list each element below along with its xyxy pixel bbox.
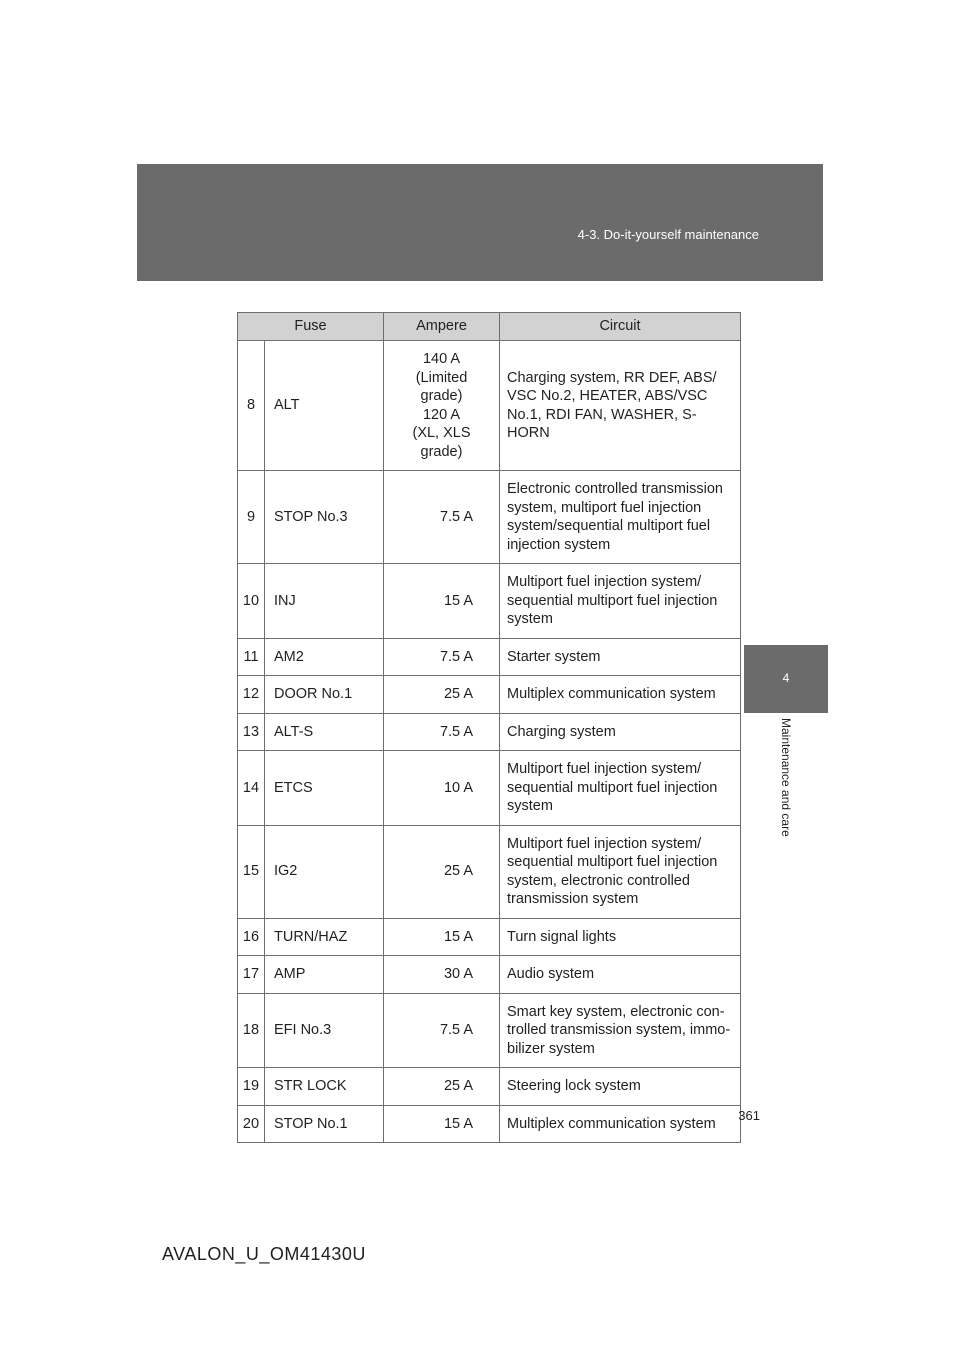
fuse-name: ALT [265, 341, 384, 471]
fuse-number: 12 [238, 676, 265, 714]
fuse-number: 15 [238, 825, 265, 918]
document-code: AVALON_U_OM41430U [162, 1244, 366, 1264]
fuse-name: STR LOCK [265, 1068, 384, 1106]
fuse-ampere: 15 A [384, 1105, 500, 1143]
fuse-number: 18 [238, 993, 265, 1068]
table-row [238, 956, 741, 994]
chapter-label-wrap [756, 718, 816, 868]
table-row [238, 751, 741, 826]
fuse-ampere: 15 A [384, 564, 500, 639]
table-row [238, 1105, 741, 1143]
fuse-ampere [384, 341, 500, 471]
fuse-circuit: Starter system [500, 638, 741, 676]
fuse-circuit: Steering lock system [500, 1068, 741, 1106]
ampere-line: 120 A [422, 406, 461, 423]
fuse-circuit: Charging system, RR DEF, ABS/ VSC No.2, HEATER, ABS/VSC No.1, RDI FAN, WASHER, S-HORN [500, 341, 741, 471]
fuse-number: 17 [238, 956, 265, 994]
fuse-ampere: 15 A [384, 918, 500, 956]
table-row [238, 471, 741, 564]
table-row [238, 918, 741, 956]
fuse-number: 8 [238, 341, 265, 471]
fuse-circuit: Multiport fuel injection system/ sequential multiport fuel injection system [500, 751, 741, 826]
fuse-name: INJ [265, 564, 384, 639]
fuse-name: IG2 [265, 825, 384, 918]
header-circuit: Circuit [500, 313, 741, 341]
table-row [238, 341, 741, 471]
header-fuse: Fuse [238, 313, 384, 341]
table-row [238, 993, 741, 1068]
ampere-line: (Limited [415, 369, 468, 386]
table-row [238, 676, 741, 714]
fuse-circuit: Multiport fuel injection system/ sequential multiport fuel injection system, electronic controlled transmission system [500, 825, 741, 918]
fuse-ampere: 25 A [384, 1068, 500, 1106]
ampere-line: grade) [420, 443, 463, 460]
fuse-circuit: Multiplex communication system [500, 1105, 741, 1143]
ampere-line: 140 A [422, 351, 461, 367]
fuse-circuit: Audio system [500, 956, 741, 994]
fuse-name: STOP No.3 [265, 471, 384, 564]
fuse-name: DOOR No.1 [265, 676, 384, 714]
fuse-name: ALT-S [265, 713, 384, 751]
fuse-name: TURN/HAZ [265, 918, 384, 956]
ampere-line: (XL, XLS [412, 425, 471, 441]
fuse-circuit: Electronic controlled transmission system, multiport fuel injection system/sequential multiport fuel injection system [500, 471, 741, 564]
page-number: 361 [738, 1108, 760, 1123]
fuse-ampere: 7.5 A [384, 993, 500, 1068]
fuse-ampere: 7.5 A [384, 713, 500, 751]
table-row [238, 713, 741, 751]
fuse-ampere: 7.5 A [384, 471, 500, 564]
chapter-tab [744, 645, 828, 713]
fuse-number: 9 [238, 471, 265, 564]
fuse-name: ETCS [265, 751, 384, 826]
fuse-circuit: Multiport fuel injection system/ sequential multiport fuel injection system [500, 564, 741, 639]
fuse-number: 16 [238, 918, 265, 956]
fuse-ampere: 30 A [384, 956, 500, 994]
chapter-label: Maintenance and care [779, 718, 793, 837]
header-ampere: Ampere [384, 313, 500, 341]
table-row [238, 638, 741, 676]
fuse-circuit: Charging system [500, 713, 741, 751]
fuse-name: STOP No.1 [265, 1105, 384, 1143]
fuse-ampere: 25 A [384, 825, 500, 918]
fuse-circuit: Turn signal lights [500, 918, 741, 956]
chapter-number: 4 [782, 671, 790, 685]
fuse-ampere: 7.5 A [384, 638, 500, 676]
fuse-number: 11 [238, 638, 265, 676]
fuse-ampere: 10 A [384, 751, 500, 826]
fuse-name: AMP [265, 956, 384, 994]
fuse-number: 10 [238, 564, 265, 639]
fuse-number: 19 [238, 1068, 265, 1106]
fuse-number: 20 [238, 1105, 265, 1143]
ampere-line: grade) [420, 388, 463, 404]
table-row [238, 1068, 741, 1106]
fuse-table [237, 312, 741, 1143]
fuse-number: 13 [238, 713, 265, 751]
table-row [238, 564, 741, 639]
table-row [238, 825, 741, 918]
fuse-circuit: Smart key system, electronic con- trolled transmission system, immo- bilizer system [500, 993, 741, 1068]
fuse-circuit: Multiplex communication system [500, 676, 741, 714]
table-header-row [238, 313, 741, 341]
fuse-number: 14 [238, 751, 265, 826]
fuse-name: AM2 [265, 638, 384, 676]
fuse-name: EFI No.3 [265, 993, 384, 1068]
header-band [137, 164, 823, 281]
fuse-ampere: 25 A [384, 676, 500, 714]
section-title: 4-3. Do-it-yourself maintenance [577, 227, 759, 242]
